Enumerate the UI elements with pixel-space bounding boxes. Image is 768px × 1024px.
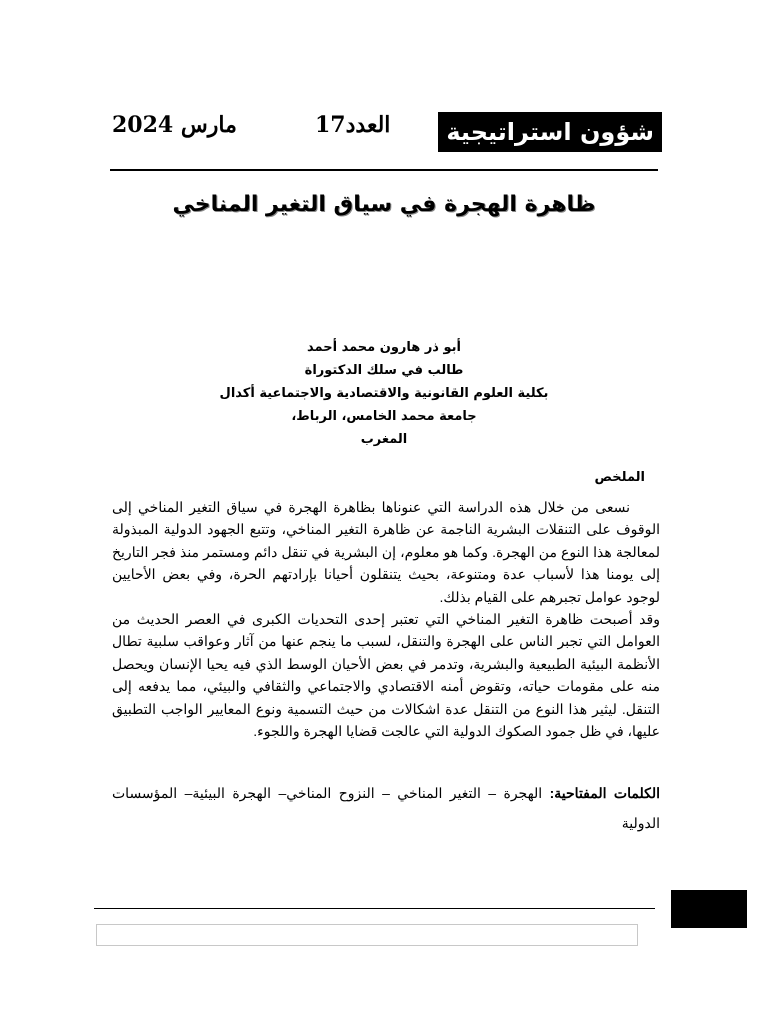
abstract-paragraph: نسعى من خلال هذه الدراسة التي عنوناها بظاهرة الهجرة في سياق التغير المناخي إلى الوقوف على التنقلات البشرية الناجمة عن ظاهرة التغير المناخي، وتتبع الجهود الدولية المبذولة لمعالجة هذا النوع من الهجرة. وكما هو معلوم، إن البشرية في تنقل دائم ومستمر منذ فجر التاريخ إلى يومنا هذا لأسباب عدة ومتنوعة، بحيث يتنقلون أحيانا بإرادتهم الحرة، وفي بعض الأحايين لوجود عوامل تجبرهم على القيام بذلك. [112,499,660,605]
header-divider [110,169,658,171]
author-status: طالب في سلك الدكتوراة [304,363,464,378]
author-block [110,336,658,451]
issue-date: مارس 2024 [112,112,237,138]
author-university: جامعة محمد الخامس، الرباط، [291,409,477,424]
author-name: أبو ذر هارون محمد أحمد [307,340,461,355]
journal-name: شؤون استراتيجية [438,112,662,152]
footer-divider [94,908,655,909]
keywords-text: الهجرة – التغير المناخي – النزوح المناخي– الهجرة البيئية– المؤسسات الدولية [112,785,660,831]
abstract-body [112,496,660,742]
author-country: المغرب [360,432,408,447]
issue-number: العدد17 [315,112,391,138]
footer-box [96,924,638,946]
article-title: ظاهرة الهجرة في سياق التغير المناخي [172,192,596,217]
abstract-paragraph: وقد أصبحت ظاهرة التغير المناخي التي تعتبر إحدى التحديات الكبرى في العصر الحديث من العوامل التي تجبر الناس على الهجرة والتنقل، لسبب ما ينجم عنها من آثار وعواقب سلبية تطال الأنظمة البيئية الطبيعية والبشرية، وتدمر في بعض الأحيان الوسط الذي فيه يحيا الإنسان ويحصل منه على مقومات حياته، وتقوض أمنه الاقتصادي والاجتماعي والثقافي والبيئي، مما يدفعه إلى التنقل. ليثير هذا النوع من التنقل عدة اشكالات من حيث التسمية ونوع المعايير الواجب التطبيق عليها، في ظل جمود الصكوك الدولية التي عالجت قضايا الهجرة واللجوء. [112,611,660,740]
author-faculty: بكلية العلوم القانونية والاقتصادية والاجتماعية أكدال [219,386,549,401]
keywords-label: الكلمات المفتاحية: [549,785,660,801]
page-number-box [671,890,747,928]
journal-header [110,112,662,160]
abstract-heading: الملخص [594,470,645,485]
keywords [112,778,660,838]
